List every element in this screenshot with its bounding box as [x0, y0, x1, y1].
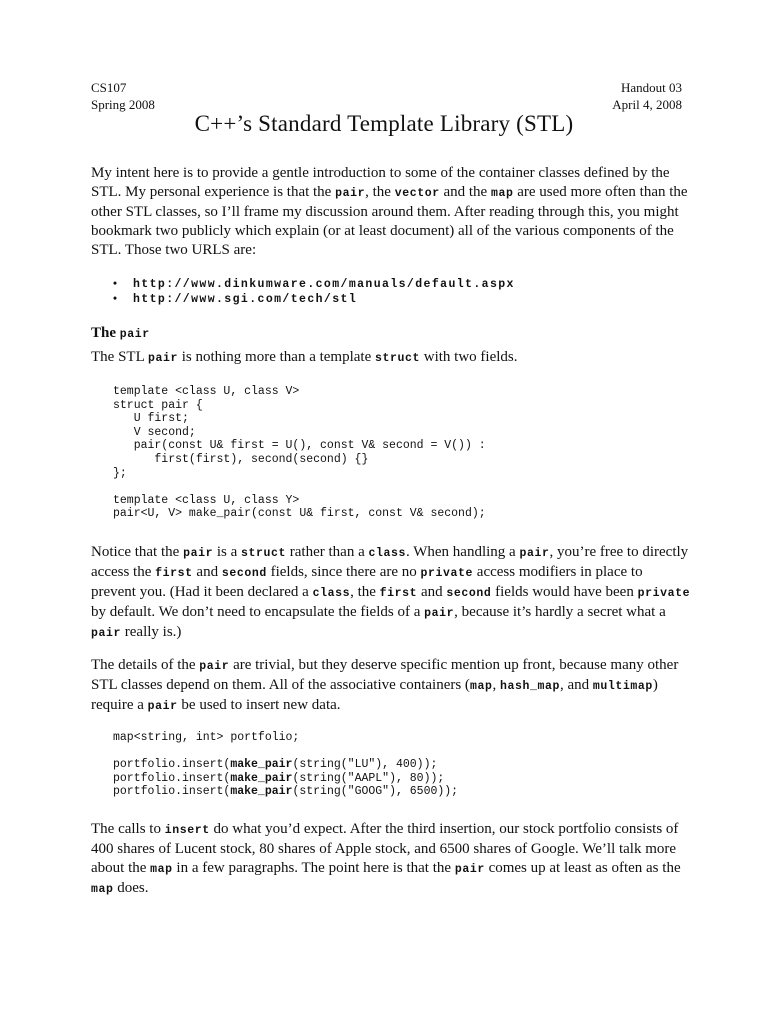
intro-paragraph: My intent here is to provide a gentle introduction to some of the container classes defined by the STL. My personal experience is that the pair, the vector and the map are used more often than the other STL classes, so I’ll frame my discussion around them. After reading through this, you might bookmark two publicly which explain (or at least document) all of the various components of the STL. Those two URLS are: [91, 165, 688, 258]
inline-code: pair [91, 627, 122, 640]
calls-paragraph: The calls to insert do what you’d expect. After the third insertion, our stock portfolio consists of 400 shares of Lucent stock, 80 shares of Apple stock, and 6500 shares of Google. We’ll talk more about the map in a few paragraphs. The point here is that the pair comes up at least as often as the map does. [91, 821, 681, 896]
inline-code: insert [164, 824, 210, 837]
inline-code: private [420, 567, 474, 580]
inline-code: map [150, 863, 173, 876]
code-function-name: make_pair [230, 785, 293, 799]
url-item[interactable]: • http://www.dinkumware.com/manuals/default.aspx [113, 278, 515, 291]
url-link[interactable]: http://www.sgi.com/tech/stl [133, 293, 358, 306]
code-function-name: make_pair [230, 771, 293, 785]
inline-code: second [446, 587, 492, 600]
notice-paragraph: Notice that the pair is a struct rather than a class. When handling a pair, you’re free to directly access the first and second fields, since there are no private access modifiers in place to prevent you. (Had it been declared a class, the first and second fields would have been private by default. We don’t need to encapsulate the fields of a pair, because it’s hardly a secret what a pair really is.) [91, 544, 691, 640]
url-list [113, 277, 713, 307]
portfolio-code: map<string, int> portfolio; portfolio.insert(make_pair(string("LU"), 400)); portfolio.insert(make_pair(string("AAPL"), 80)); portfolio.insert(make_pair(string("GOOG"), 6500)); [113, 731, 459, 799]
inline-code: map [469, 680, 493, 693]
inline-code: private [637, 587, 691, 600]
section-heading: The pair [91, 325, 150, 341]
inline-code: map [490, 187, 514, 200]
pair-intro-paragraph: The STL pair is nothing more than a template struct with two fields. [91, 349, 518, 365]
inline-code: multimap [592, 680, 653, 693]
inline-code: map [91, 883, 114, 896]
inline-code: pair [199, 660, 230, 673]
inline-code: pair [335, 187, 366, 200]
inline-code: second [221, 567, 267, 580]
pair-definition-code: template <class U, class V> struct pair { U first; V second; pair(const U& first = U(), const V& second = V()) : first(first), second(second) {} }; template <class U, class Y> pair<U, V> make_pair(const U& first, const V& second); [113, 385, 486, 521]
url-item[interactable]: • http://www.sgi.com/tech/stl [113, 293, 358, 306]
inline-code: pair [147, 352, 178, 365]
term: Spring 2008 [91, 97, 155, 112]
details-paragraph: The details of the pair are trivial, but they deserve specific mention up front, because many other STL classes depend on them. All of the associative containers (map, hash_map, and multimap) require a pair be used to insert new data. [91, 657, 679, 713]
header-left [91, 79, 155, 113]
handout-number: Handout 03 [620, 80, 682, 95]
inline-code: pair [454, 863, 485, 876]
inline-code: pair [183, 547, 214, 560]
inline-code: struct [241, 547, 287, 560]
url-link[interactable]: http://www.dinkumware.com/manuals/default.aspx [133, 278, 515, 291]
inline-code: vector [394, 187, 440, 200]
inline-code: class [368, 547, 406, 560]
header-right [612, 79, 682, 113]
course-code: CS107 [91, 80, 127, 95]
inline-code: struct [375, 352, 421, 365]
inline-code: pair [519, 547, 550, 560]
section-heading-code: pair [119, 328, 150, 341]
inline-code: class [312, 587, 351, 600]
code-function-name: make_pair [230, 758, 293, 772]
inline-code: pair [147, 700, 178, 713]
handout-date: April 4, 2008 [612, 97, 682, 112]
inline-code: hash_map [499, 680, 560, 693]
inline-code: first [155, 567, 193, 580]
document-title: C++’s Standard Template Library (STL) [194, 111, 574, 136]
inline-code: pair [424, 607, 455, 620]
inline-code: first [379, 587, 418, 600]
